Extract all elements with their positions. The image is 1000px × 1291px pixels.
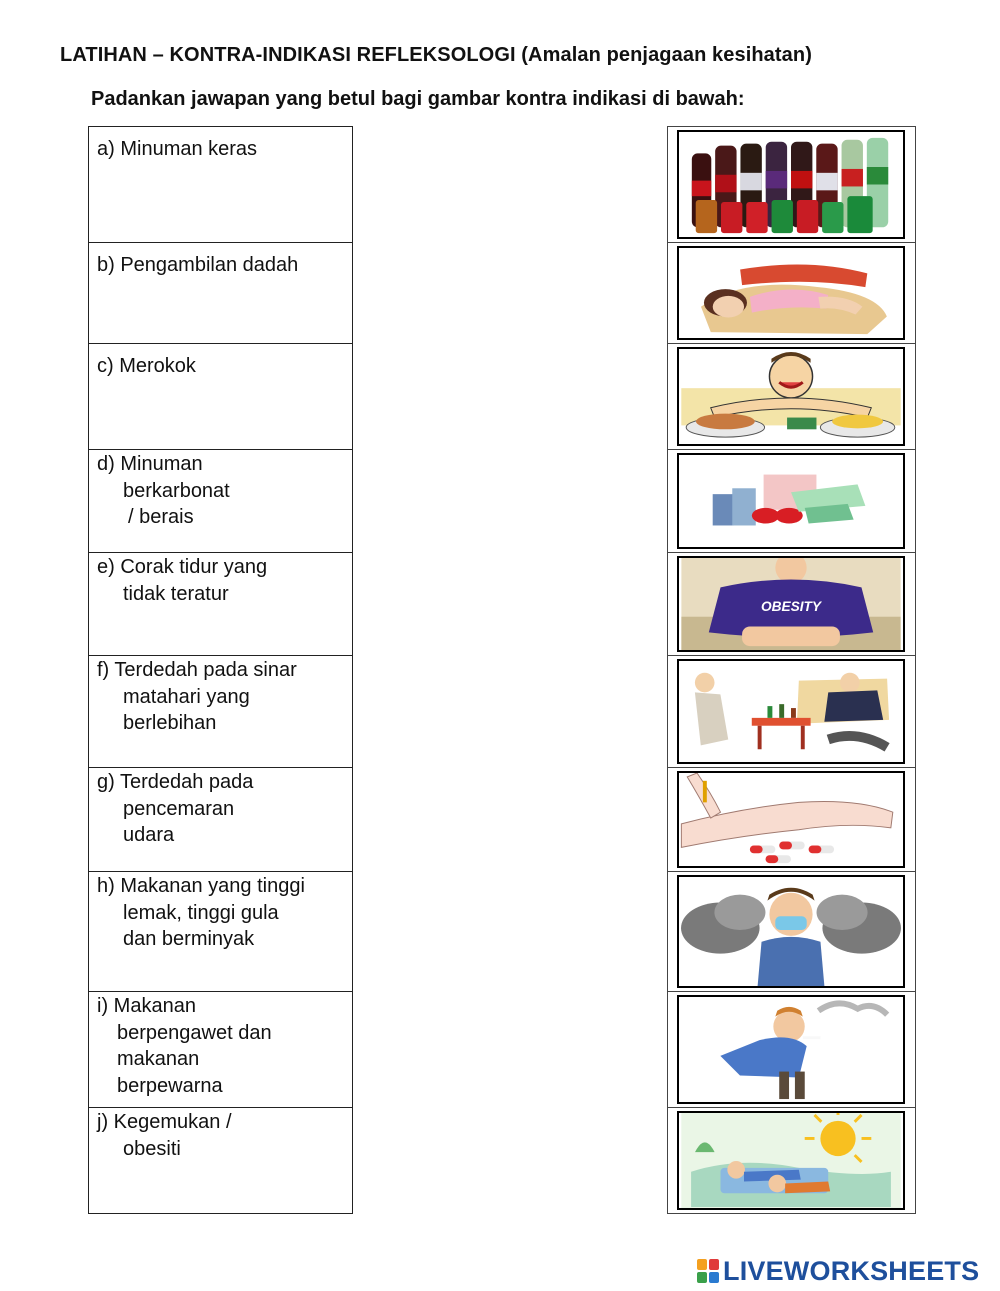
option-text: c) Merokok: [97, 355, 196, 377]
option-g[interactable]: [88, 768, 353, 872]
option-c[interactable]: [88, 344, 353, 450]
soda-bottles-icon: [677, 130, 905, 239]
option-b[interactable]: [88, 243, 353, 344]
option-text: a) Minuman keras: [97, 138, 258, 160]
liveworksheets-logo: [697, 1256, 979, 1286]
smoking-man-icon: [677, 995, 905, 1104]
option-i[interactable]: [88, 992, 353, 1108]
option-text: e) Corak tidur yang: [97, 556, 268, 578]
obesity-shirt-icon: [677, 556, 905, 652]
option-h[interactable]: [88, 872, 353, 992]
option-text: berkarbonat: [123, 479, 230, 502]
eating-feast-icon: [677, 347, 905, 446]
option-text: udara: [123, 824, 175, 846]
picture-drop-zone[interactable]: [667, 243, 916, 344]
picture-drop-zone[interactable]: [667, 450, 916, 553]
picture-drop-zone[interactable]: [667, 126, 916, 243]
picture-drop-zone[interactable]: [667, 656, 916, 768]
sleeping-person-icon: [677, 246, 905, 340]
liveworksheets-icon: [697, 1259, 719, 1283]
option-text: g) Terdedah pada: [97, 771, 254, 793]
option-text: tidak teratur: [123, 582, 229, 605]
option-text: makanan: [117, 1048, 200, 1070]
obesity-shirt-text: OBESITY: [760, 598, 822, 614]
option-text: h) Makanan yang tinggi: [97, 875, 305, 897]
option-text: obesiti: [123, 1137, 181, 1160]
option-text: matahari yang: [123, 685, 250, 708]
drunk-people-icon: [677, 659, 905, 764]
sunbathing-couple-icon: [677, 1111, 905, 1210]
brand-name: LIVEWORKSHEETS: [723, 1255, 980, 1286]
picture-drop-zone[interactable]: [667, 872, 916, 992]
option-text: berpewarna: [117, 1074, 223, 1097]
worksheet-instruction: Padankan jawapan yang betul bagi gambar kontra indikasi di bawah:: [91, 88, 745, 110]
option-text: / berais: [128, 506, 194, 528]
option-text: d) Minuman: [97, 453, 203, 475]
option-d[interactable]: [88, 450, 353, 553]
options-column: [88, 126, 353, 1214]
option-text: i) Makanan: [97, 995, 196, 1017]
option-text: b) Pengambilan dadah: [97, 254, 299, 276]
picture-drop-zone[interactable]: [667, 553, 916, 656]
option-text: berpengawet dan: [117, 1021, 272, 1044]
preserved-snacks-icon: [677, 453, 905, 549]
option-text: lemak, tinggi gula: [123, 901, 279, 924]
option-a[interactable]: [88, 126, 353, 243]
option-text: j) Kegemukan /: [97, 1111, 232, 1133]
worksheet-title: LATIHAN – KONTRA-INDIKASI REFLEKSOLOGI (Amalan penjagaan kesihatan): [60, 44, 812, 66]
option-j[interactable]: [88, 1108, 353, 1214]
option-f[interactable]: [88, 656, 353, 768]
picture-drop-zone[interactable]: [667, 1108, 916, 1214]
drug-injection-icon: [677, 771, 905, 868]
pictures-column: [667, 126, 916, 1214]
picture-drop-zone[interactable]: [667, 344, 916, 450]
option-text: berlebihan: [123, 712, 217, 734]
option-e[interactable]: [88, 553, 353, 656]
option-text: dan berminyak: [123, 928, 255, 950]
picture-drop-zone[interactable]: [667, 992, 916, 1108]
option-text: pencemaran: [123, 797, 235, 820]
air-pollution-mask-icon: [677, 875, 905, 988]
option-text: f) Terdedah pada sinar: [97, 659, 297, 681]
picture-drop-zone[interactable]: [667, 768, 916, 872]
